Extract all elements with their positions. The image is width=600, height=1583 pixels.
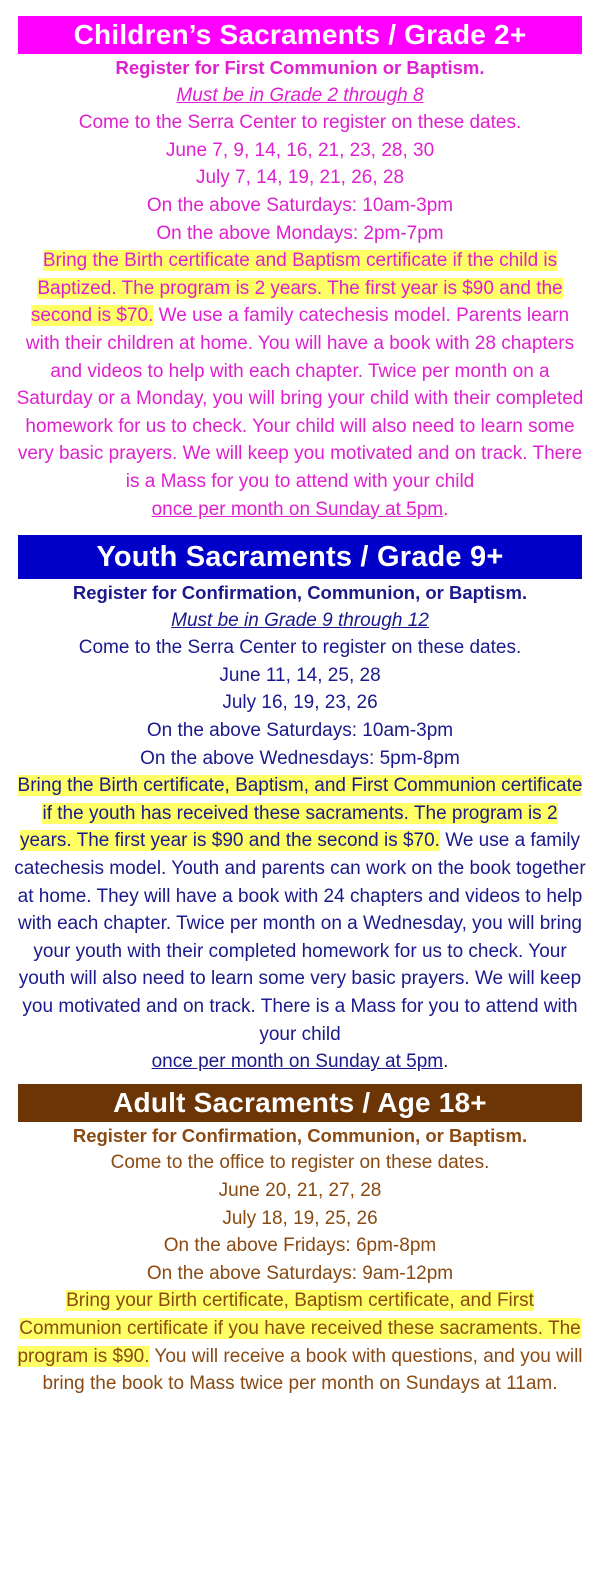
adult-highlight-text: Bring your Birth certificate, Baptism certificate, and First Communion certificate if you have received these sacraments. The program is $90.: [17, 1290, 581, 1367]
adult-header: Adult Sacraments / Age 18+: [18, 1084, 582, 1122]
youth-register-location: Come to the Serra Center to register on these dates.: [78, 637, 522, 659]
children-mass-schedule: once per month on Sunday at 5pm: [151, 498, 444, 520]
adult-june-dates: June 20, 21, 27, 28: [218, 1179, 382, 1201]
youth-body-text: We use a family catechesis model. Youth and parents can work on the book together at home. They will have a book with 24 chapters and videos to help with each chapter. Twice per month on a Wednesday, you will bring your youth with their completed homework for us to check. Your youth will also need to learn some very basic prayers. We will keep you motivated and on track. There is a Mass for you to attend with your child: [14, 830, 586, 1045]
youth-june-dates: June 11, 14, 25, 28: [219, 664, 381, 686]
youth-register-line: Register for Confirmation, Communion, or Baptism.: [72, 582, 528, 604]
children-details: [14, 247, 586, 495]
children-grade-requirement: Must be in Grade 2 through 8: [176, 84, 424, 106]
youth-wednesday-hours: On the above Wednesdays: 5pm-8pm: [140, 747, 460, 769]
adult-register-location: Come to the office to register on these dates.: [110, 1152, 490, 1174]
adult-saturday-hours: On the above Saturdays: 9am-12pm: [146, 1262, 454, 1284]
children-mass-line: [12, 496, 588, 524]
children-register-location: Come to the Serra Center to register on these dates.: [78, 112, 522, 134]
children-highlight-text: Bring the Birth certificate and Baptism certificate if the child is Baptized. The program is 2 years. The first year is $90 and the second is $70.: [30, 250, 563, 327]
youth-saturday-hours: On the above Saturdays: 10am-3pm: [146, 720, 454, 742]
children-july-dates: July 7, 14, 19, 21, 26, 28: [195, 167, 405, 189]
adult-section: [0, 1084, 600, 1398]
youth-grade-requirement: Must be in Grade 9 through 12: [171, 609, 429, 631]
children-saturday-hours: On the above Saturdays: 10am-3pm: [146, 194, 454, 216]
adult-body-text: You will receive a book with questions, and you will bring the book to Mass twice per month on Sundays at 11am.: [42, 1345, 583, 1395]
adult-friday-hours: On the above Fridays: 6pm-8pm: [163, 1235, 437, 1257]
children-header: Children’s Sacraments / Grade 2+: [18, 16, 582, 54]
adult-register-line: Register for Confirmation, Communion, or Baptism.: [72, 1124, 528, 1146]
children-mass-period: .: [443, 498, 449, 520]
adult-july-dates: July 18, 19, 25, 26: [222, 1207, 378, 1229]
children-section: [0, 16, 600, 523]
youth-mass-line: [12, 1048, 588, 1076]
youth-header: Youth Sacraments / Grade 9+: [18, 535, 582, 579]
children-june-dates: June 7, 9, 14, 16, 21, 23, 28, 30: [165, 139, 435, 161]
children-monday-hours: On the above Mondays: 2pm-7pm: [156, 222, 444, 244]
youth-details: [14, 772, 586, 1048]
youth-mass-schedule: once per month on Sunday at 5pm: [151, 1051, 444, 1073]
children-register-line: Register for First Communion or Baptism.: [115, 57, 485, 78]
children-body-text: We use a family catechesis model. Parents learn with their children at home. You will have a book with 28 chapters and videos to help with each chapter. Twice per month on a Saturday or a Monday, you will bring your child with their completed homework for us to check. Your child will also need to learn some very basic prayers. We will keep you motivated and on track. There is a Mass for you to attend with your child: [16, 305, 584, 492]
youth-mass-period: .: [443, 1051, 449, 1073]
youth-july-dates: July 16, 19, 23, 26: [222, 692, 378, 714]
youth-section: [0, 535, 600, 1076]
adult-details: [14, 1287, 586, 1397]
youth-highlight-text: Bring the Birth certificate, Baptism, and First Communion certificate if the youth has received these sacraments. The program is 2 years. The first year is $90 and the second is $70.: [17, 775, 583, 852]
